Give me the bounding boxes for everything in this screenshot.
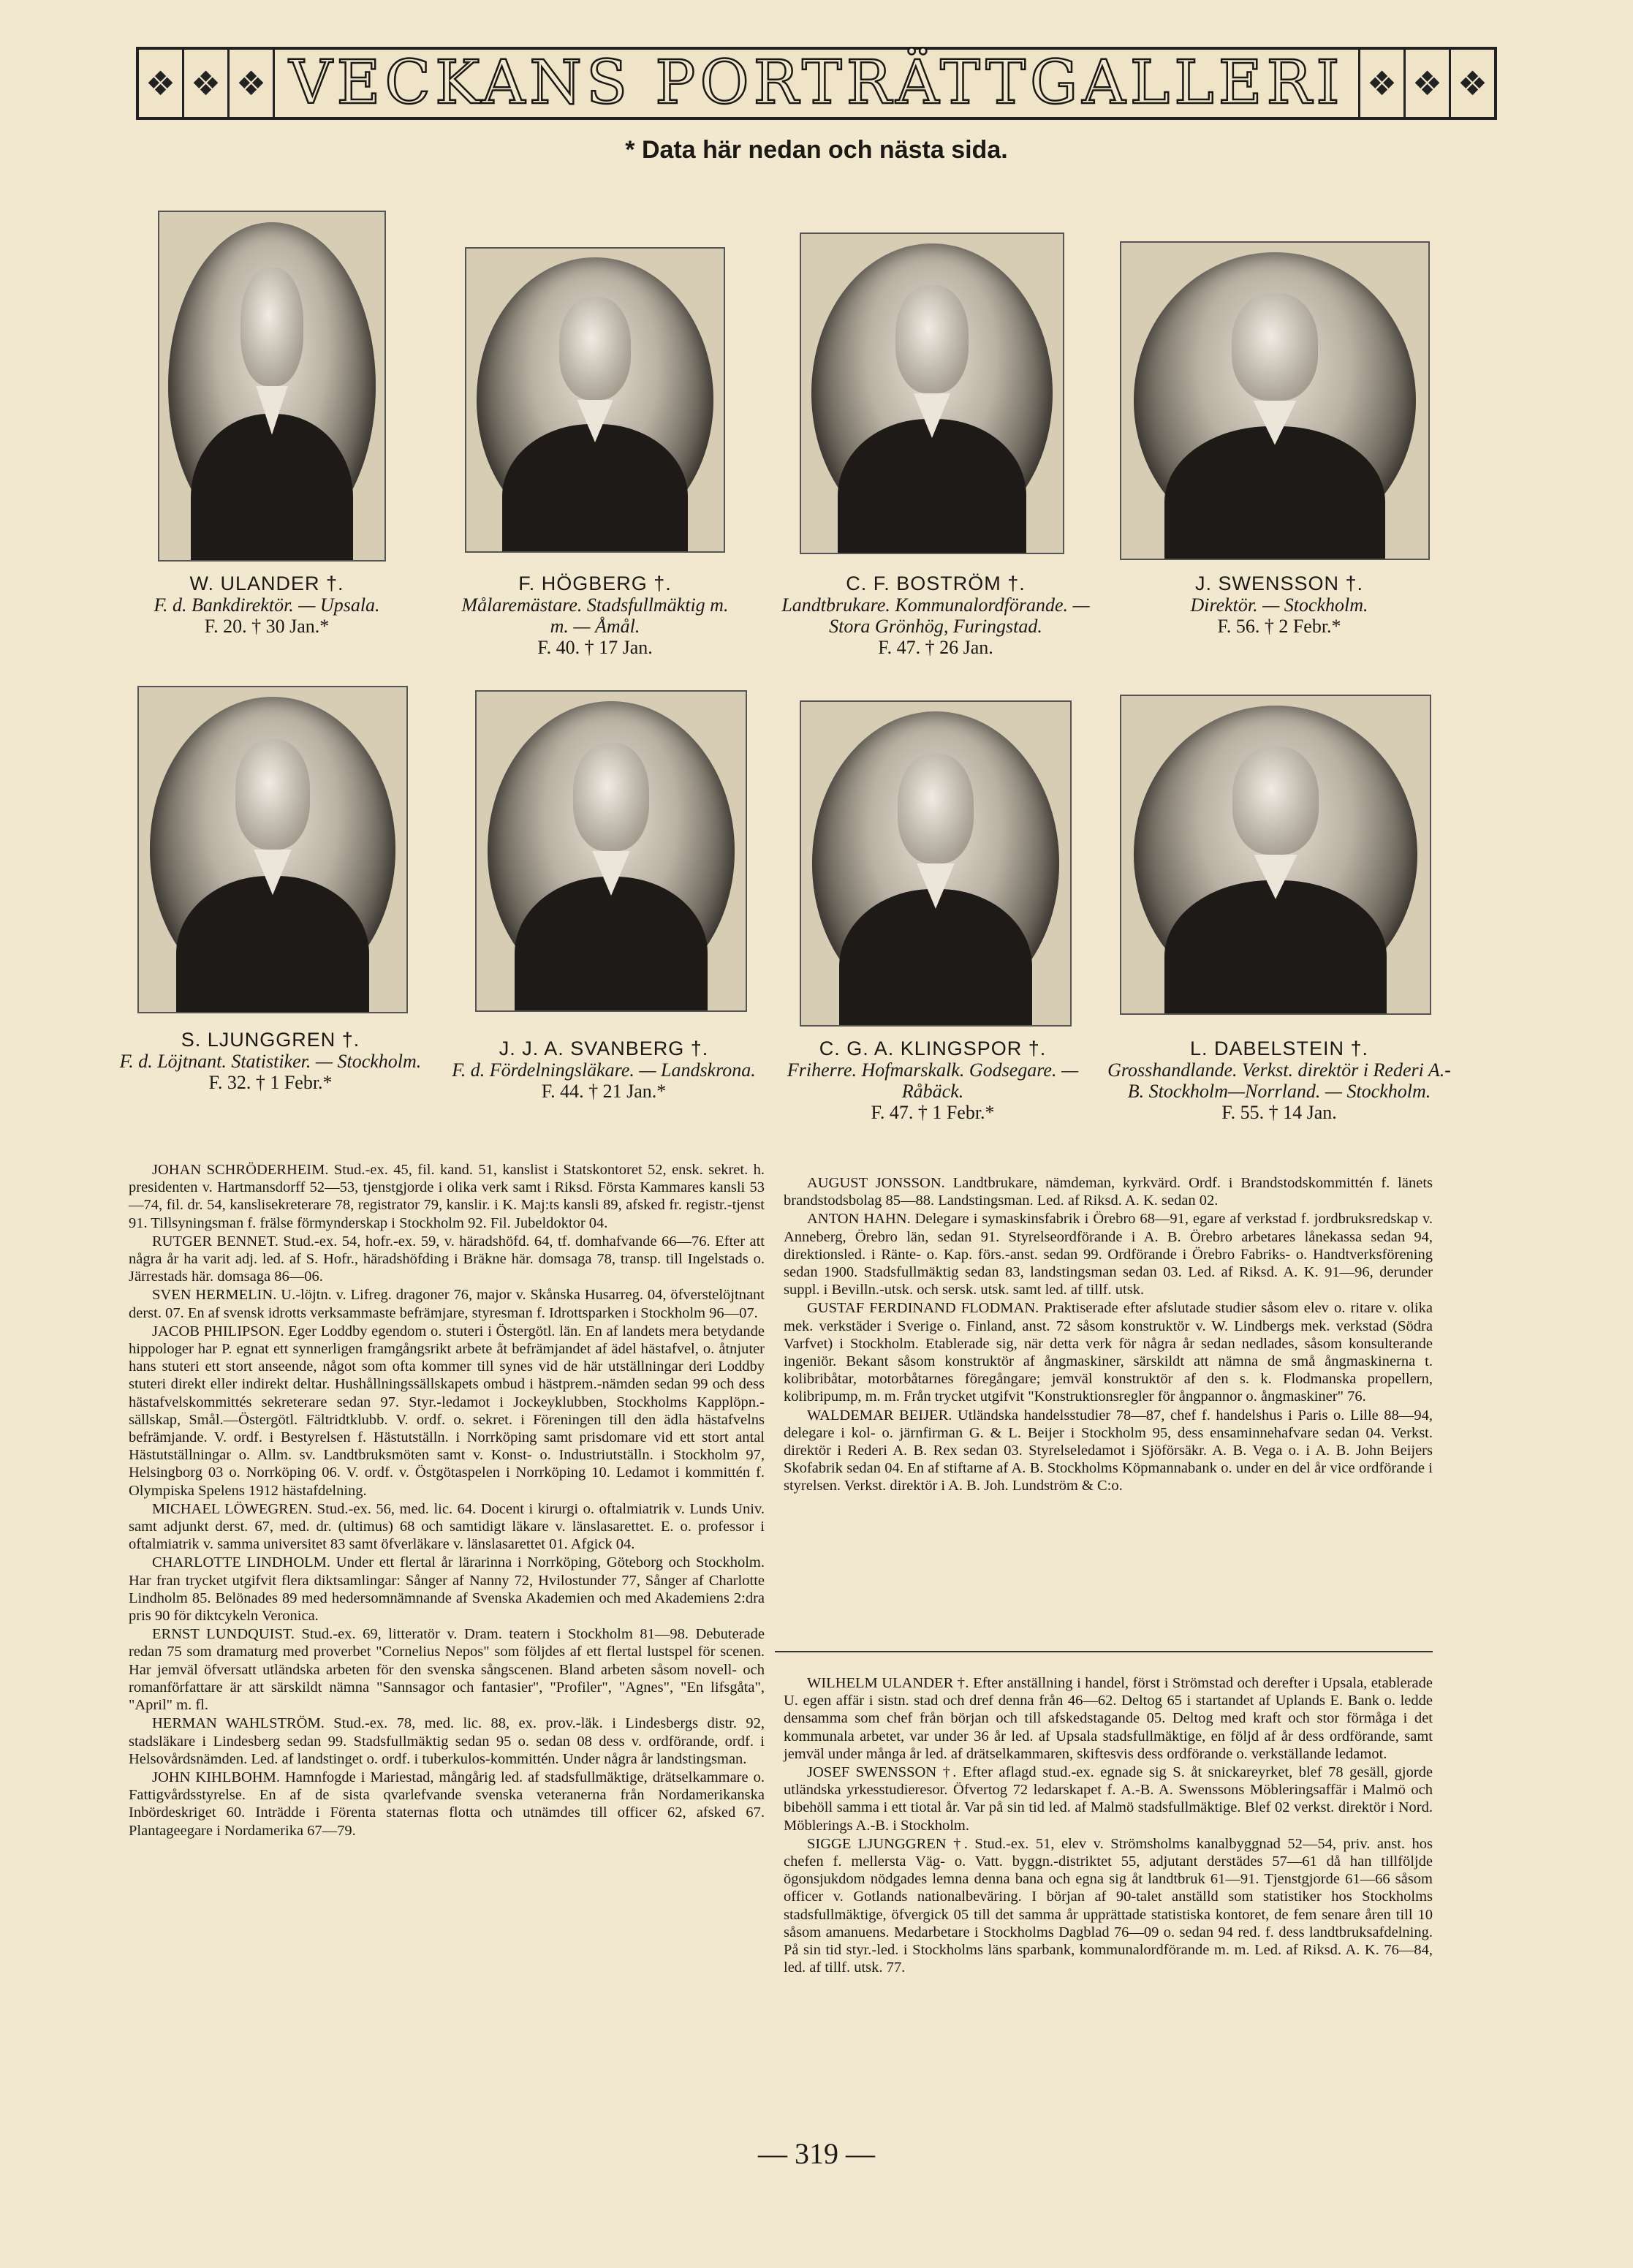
- biography-entry: JOHN KIHLBOHM. Hamnfogde i Mariestad, mångårig led. af stadsfullmäktige, drätselkammare o. Fattigvårdsstyrelse. En af de sista qvarlefvande svenska veteranerna från Nordamerikanska Inbördeskriget 60. Inträdde i Förenta staternas flotta och utnämdes till officer 62, afsked 67. Plantageegare i Nordamerika 67—79.: [129, 1769, 765, 1839]
- ornament-icon: ❖: [1358, 50, 1403, 117]
- person-dates: F. 20. † 30 Jan.*: [204, 616, 330, 637]
- person-name: C. F. BOSTRÖM †.: [846, 572, 1026, 594]
- portrait-caption: [132, 573, 402, 637]
- biography-entry: SVEN HERMELIN. U.-löjtn. v. Lifreg. dragoner 76, major v. Skånska Husarreg. 04, öfverstelöjtnant derst. 07. En af svensk idrotts verksammaste befrämjare, styresman f. Idrottsparken i Stockholm 96—07.: [129, 1287, 765, 1321]
- right-text-column-top: [784, 1174, 1433, 1496]
- person-dates: F. 32. † 1 Febr.*: [208, 1072, 333, 1093]
- person-description: Grosshandlande. Verkst. direktör i Rederi A.-B. Stockholm—Norrland. — Stockholm.: [1107, 1059, 1451, 1102]
- biography-entry: AUGUST JONSSON. Landtbrukare, nämdeman, kyrkvärd. Ordf. i Brandstodskommittén f. länets brandstodsbolag 85—88. Landstingsman. Led. af Riksd. A. K. sedan 02.: [784, 1175, 1433, 1209]
- right-text-column-bottom: [784, 1674, 1433, 1977]
- person-name: S. LJUNGGREN †.: [181, 1029, 360, 1051]
- ornament-icon: ❖: [184, 50, 230, 117]
- portrait-photo-ljunggren: [137, 686, 408, 1013]
- biography-entry: HERMAN WAHLSTRÖM. Stud.-ex. 78, med. lic. 88, ex. prov.-läk. i Lindesbergs distr. 92, stadsläkare i Lindesberg sedan 99. Stadsfullmäktig sedan 95 o. sedan 08 dess v. ordförande, ordf. i Helsovårdsnämden. Led. af landstinget o. ordf. i tuberkulos-kommittén. Under några år landstingsman.: [129, 1715, 765, 1767]
- left-text-column: [129, 1161, 765, 1840]
- person-description: Direktör. — Stockholm.: [1190, 594, 1368, 616]
- biography-entry: WALDEMAR BEIJER. Utländska handelsstudier 78—87, chef f. handelshus i Paris o. Lille 88—94, delegare i kol- o. järnfirman G. & L. Beijer i Stockholm 95, dess ensaminnehafvare sedan 04. Verkst. direktör i Rederi A. B. Rex sedan 03. Styrelseledamot i Sjöförsäkr. A. B. Vega o. i A. B. John Beijers Skofabrik sedan 04. En af stiftarne af A. B. Stockholms Köpmannabank o. under en del år vice ordförande i styrelsen. Verkst. direktör i A. B. Joh. Lundström & C:o.: [784, 1407, 1433, 1494]
- page-subtitle: * Data här nedan och nästa sida.: [625, 136, 1008, 164]
- portrait-photo-dabelstein: [1120, 695, 1431, 1015]
- portrait-caption: [1104, 1038, 1455, 1123]
- biography-entry: GUSTAF FERDINAND FLODMAN. Praktiserade efter afslutade studier såsom elev o. ritare v. olika mek. verkstäder i Sverige o. Finland, anst. 72 såsom konstruktör v. W. Lindbergs mek. verkstad (Södra Varfvet) i Stockholm. Etablerade sig, när detta verk för några år sedan nedlades, såsom konsulterande ingeniör. Bekant såsom konstruktör af ångmaskiner, särskildt att nämna de små ångmaskinerna t. kolibribåtar, motorbåtarnes föregångare; jemväl konstruktör af den s. k. Flodmanska propellern, kolibripump, m. m. Från trycket utgifvit "Konstruktionsregler för ångpannor o. ångmaskiner" 76.: [784, 1300, 1433, 1405]
- portrait-caption: [455, 573, 735, 658]
- portrait-caption: [772, 1038, 1094, 1123]
- portrait-photo-swensson: [1120, 241, 1430, 560]
- biography-entry: ANTON HAHN. Delegare i symaskinsfabrik i Örebro 68—91, egare af verkstad f. jordbruksredskap v. Anneberg, Örebro län, sedan 91. Styrelseordförande i A. B. Örebro arbetares lånekassa sedan 94, direktionsled. i Ränte- o. Kap. förs.-anst. sedan 99. Ordförande i Örebro Fabriks- o. Handtverksförening sedan 1900. Stadsfullmäktig sedan 83, landstingsman sedan 03. Led. af Riksd. A. K. 91—96, derunder suppl. i Bevilln.-utsk. och sersk. utsk. samt led. af tillf. utsk.: [784, 1211, 1433, 1299]
- person-name: J. SWENSSON †.: [1194, 572, 1364, 594]
- person-description: F. d. Fördelningsläkare. — Landskrona.: [452, 1059, 756, 1081]
- portrait-photo-bostrom: [800, 233, 1064, 554]
- portrait-photo-ulander: [158, 211, 386, 562]
- portrait-caption: [450, 1038, 757, 1102]
- biography-entry: CHARLOTTE LINDHOLM. Under ett flertal år lärarinna i Norrköping, Göteborg och Stockholm. Har fran trycket utgifvit flera diktsamlingar: Sånger af Nanny 72, Hvilostunder 77, Sånger af Charlotte Lindholm 85. Belönades 89 med hedersomnämnande af Svenska Akademien och med Akademiens 2:dra pris 90 för diktcykeln Veronica.: [129, 1554, 765, 1625]
- person-name: C. G. A. KLINGSPOR †.: [819, 1037, 1047, 1059]
- portrait-caption: [117, 1029, 424, 1093]
- person-description: F. d. Löjtnant. Statistiker. — Stockholm.: [119, 1051, 422, 1072]
- page-number: — 319 —: [758, 2137, 875, 2170]
- portrait-photo-klingspor: [800, 700, 1072, 1027]
- person-dates: F. 47. † 26 Jan.: [878, 637, 993, 658]
- ornament-icon: ❖: [230, 50, 275, 117]
- biography-entry: JOHAN SCHRÖDERHEIM. Stud.-ex. 45, fil. kand. 51, kanslist i Statskontoret 52, ensk. sekret. h. presidenten v. Hartmansdorff 52—53, tjenstgjorde i olika verk samt i Riksd. Första Kammares kansli 53—74, fil. dr. 54, kanslisekreterare 78, registrator 79, kanslir. i K. Maj:ts kansli 89, afsked fr. registr.-tjenst 91. Tillsyningsman f. frälse förmynderskap i Stockholm 92. Fil. Jubeldoktor 04.: [129, 1162, 765, 1231]
- person-name: J. J. A. SVANBERG †.: [499, 1037, 709, 1059]
- biography-entry: MICHAEL LÖWEGREN. Stud.-ex. 56, med. lic. 64. Docent i kirurgi o. oftalmiatrik v. Lunds Univ. samt adjunkt derst. 67, med. dr. (ultimus) 68 och samtidigt läkare v. länslasarettet. E. o. professor i oftalmiatrik v. samma universitet 83 samt öfverläkare v. länslasarettet 01. Afgick 04.: [129, 1500, 765, 1553]
- person-dates: F. 40. † 17 Jan.: [537, 637, 653, 658]
- portrait-photo-svanberg: [475, 690, 747, 1012]
- obituary-entry: WILHELM ULANDER †. Efter anställning i handel, först i Strömstad och derefter i Upsala, etablerade U. egen affär i sistn. stad och dref denna från 46—62. Deltog 65 i startandet af Uplands E. Bank o. ledde densamma som chef från början och till afskedstagande 05. Deltog med kraft och stor förmåga i det kommunala arbetet, var under 36 år led. af Upsala stadsfullmäktige, en följd af år dess ordförande, samt jemväl under många år led. af drätselkammaren, skiftesvis dess ordförande o. verkställande ledamot.: [784, 1675, 1433, 1762]
- masthead-title: VECKANS PORTRÄTTGALLERI: [289, 48, 1344, 118]
- left-ornament: [139, 50, 275, 117]
- person-description: Landtbrukare. Kommunalordförande. — Stora Grönhög, Furingstad.: [781, 594, 1090, 637]
- ornament-icon: ❖: [139, 50, 184, 117]
- obituary-entry: JOSEF SWENSSON †. Efter aflagd stud.-ex. egnade sig S. åt snickareyrket, blef 78 gesäll, gjorde utländska yrkesstudieresor. Öfvertog 72 ledarskapet f. A.-B. A. Swenssons Möbleringsaffär i Malmö och bibehöll samma i ett tiotal år. Var på sin tid led. af Malmö stadsfullmäktige. Blef 02 verkst. direktör i Nord. Möblerings A.-B. i Stockholm.: [784, 1764, 1433, 1834]
- portrait-photo-hogberg: [465, 247, 725, 553]
- person-name: F. HÖGBERG †.: [518, 572, 672, 594]
- person-name: W. ULANDER †.: [189, 572, 344, 594]
- ornament-icon: ❖: [1403, 50, 1449, 117]
- person-description: Friherre. Hofmarskalk. Godsegare. — Råbäck.: [787, 1059, 1079, 1102]
- right-ornament: [1358, 50, 1494, 117]
- person-dates: F. 47. † 1 Febr.*: [871, 1102, 995, 1123]
- obituary-entry: SIGGE LJUNGGREN †. Stud.-ex. 51, elev v. Strömsholms kanalbyggnad 52—54, priv. anst. hos chefen f. mellersta Väg- o. Vatt. byggn.-distriktet 55, adjutant derstädes 57—61 då han tillföljde ögonsjukdom nödgades lemna denna bana och egna sig åt landtbruk 61—91. Tjenstgjorde 61—66 såsom officer v. Gotlands nationalbeväring. I början af 90-talet anställd som statistiker hos Stockholms stadsfullmäktige, öfvergick 05 till det samma år upprättade statistiska kontoret, de fem senare åren till 10 såsom amanuens. Medarbetare i Stockholms Dagblad 76—09 o. sedan 94 red. f. dess landtbruksafdelning. På sin tid styr.-led. i Stockholms läns sparbank, kommunalordförande m. m. Led. af Riksd. A. K. 76—84, led. af tillf. utsk. 77.: [784, 1835, 1433, 1976]
- biography-entry: ERNST LUNDQUIST. Stud.-ex. 69, litteratör v. Dram. teatern i Stockholm 81—98. Debuterade redan 75 som dramaturg med proverbet "Cornelius Nepos" som följdes af ett flertal lustspel för scenen. Har jemväl öfversatt utländska arbeten för den svenska sångscenen. Bland arbeten såsom novell- och romanförfattare är att särskildt nämna "Sannsagor och fantasier", "Profiler", "Agnes", "En lifsgåta", "April" m. fl.: [129, 1626, 765, 1714]
- column-divider: [775, 1651, 1433, 1652]
- biography-entry: RUTGER BENNET. Stud.-ex. 54, hofr.-ex. 59, v. häradshöfd. 64, tf. domhafvande 66—76. Efter att några år ha varit adj. led. af S. Hofr., häradshöfding i Bräkne här. domsaga 78, transp. till Ingelstads o. Järrestads här. domsaga 86—06.: [129, 1233, 765, 1285]
- person-description: Målaremästare. Stadsfullmäktig m. m. — Åmål.: [461, 594, 729, 637]
- portrait-caption: [1126, 573, 1433, 637]
- portrait-caption: [775, 573, 1096, 658]
- person-dates: F. 55. † 14 Jan.: [1221, 1102, 1337, 1123]
- person-name: L. DABELSTEIN †.: [1189, 1037, 1369, 1059]
- person-dates: F. 44. † 21 Jan.*: [541, 1081, 667, 1102]
- biography-entry: JACOB PHILIPSON. Eger Loddby egendom o. stuteri i Östergötl. län. En af landets mera betydande hippologer har P. egnat ett synnerligen framgångsrikt arbete åt befrämjandet af ädel hästafvel, o. åtnjuter hans stuteri ett stort anseende, något som ofta kommer till synes vid de här utställningar deri Loddby stuteri direkt eller indirekt deltar. Hushållningssällskapets ombud i hästprem.-nämden sedan 99 och dess hästafvelskommittés sekreterare sedan 97. Styr.-ledamot i Jockeyklubben, Stockholms Kapplöpn.-sällskap, Smål.—Östergötl. Fältridtklubb. V. ordf. o. sekret. i Föreningen till den ädla hästafvelns befrämjande. V. ordf. i Bestyrelsen f. Hästutställn. i Norrköping samt prisdomare vid ett stort antal Hästutställningar o. Allm. sv. Landtbruksmöten samt v. Konst- o. Industriutställn. i Stockholm 97, Helsingborg 03 o. Norrköping 06. V. ordf. v. Östgötaspelen i Norrköping 10. Ledamot i kommittén f. Olympiska Spelens 1912 hästafdelning.: [129, 1323, 765, 1499]
- ornament-icon: ❖: [1449, 50, 1494, 117]
- masthead-banner: [136, 47, 1497, 120]
- person-description: F. d. Bankdirektör. — Upsala.: [154, 594, 380, 616]
- person-dates: F. 56. † 2 Febr.*: [1217, 616, 1341, 637]
